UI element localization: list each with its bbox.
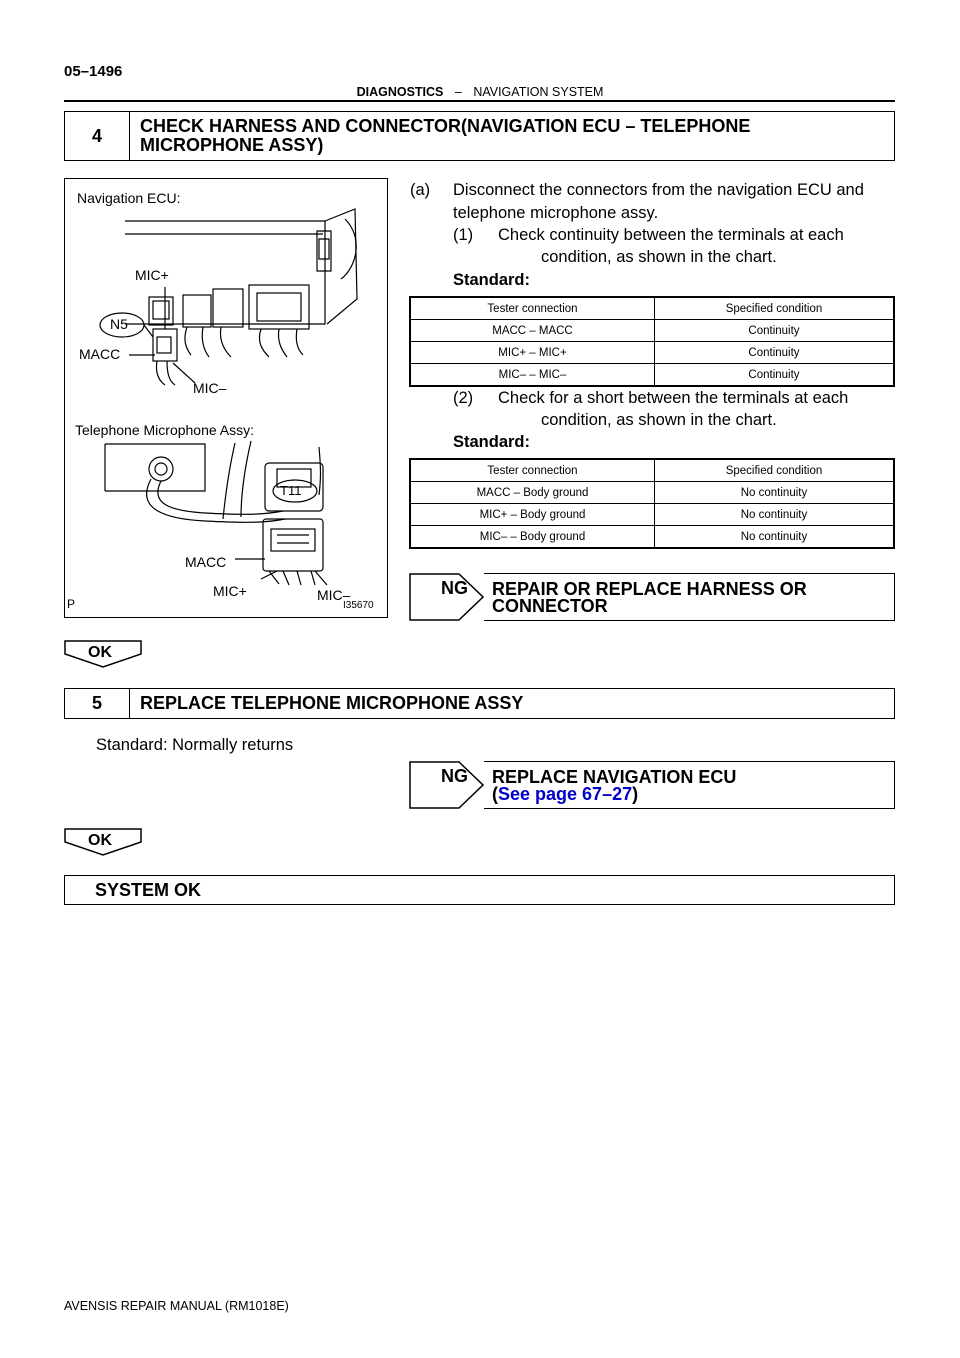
ng-result-2-text — [484, 761, 895, 809]
header-separator: – — [454, 85, 462, 99]
ok-badge-1 — [64, 640, 142, 668]
ng-result-2-line2 — [492, 786, 886, 803]
step-4-title-line2: MICROPHONE ASSY) — [140, 135, 324, 155]
macc-label-top: MACC — [79, 346, 121, 362]
ng-label-1: NG — [441, 578, 468, 598]
connector-illustration — [64, 178, 388, 618]
table-row — [410, 342, 894, 364]
mic-plus-label-top: MIC+ — [135, 267, 169, 283]
table-header-cell: Tester connection — [410, 297, 655, 320]
mic-minus-label-top: MIC– — [193, 380, 227, 396]
figure-corner-mark: P — [67, 597, 76, 611]
table-row — [410, 504, 894, 526]
ok-badge-2 — [64, 828, 142, 856]
table-cell: MIC+ – Body ground — [410, 504, 655, 526]
instruction-2-line2: condition, as shown in the chart. — [541, 411, 777, 429]
nav-ecu-label: Navigation ECU: — [77, 190, 181, 206]
system-ok-box — [64, 875, 895, 905]
connector-drawing — [65, 179, 386, 616]
ng-arrow-2 — [409, 761, 484, 809]
running-header — [0, 85, 960, 99]
step-5-title: REPLACE TELEPHONE MICROPHONE ASSY — [140, 693, 524, 713]
ng-result-1-line2: CONNECTOR — [492, 596, 608, 616]
table-cell: MIC– – Body ground — [410, 526, 655, 549]
table-row — [410, 320, 894, 342]
step-4-title — [130, 112, 750, 160]
table-cell: MIC– – MIC– — [410, 364, 655, 387]
ng-result-1-text — [484, 573, 895, 621]
step-5-number: 5 — [65, 689, 130, 718]
table-cell: MIC+ – MIC+ — [410, 342, 655, 364]
macc-label-bottom: MACC — [185, 554, 227, 570]
step-4-box — [64, 111, 895, 161]
table-header-cell: Specified condition — [655, 297, 895, 320]
ng-result-2 — [409, 761, 895, 809]
ng-result-2-line1: REPLACE NAVIGATION ECU — [492, 767, 737, 787]
header-rule — [64, 100, 895, 102]
ng-arrow-1 — [409, 573, 484, 621]
telephone-mic-label: Telephone Microphone Assy: — [75, 422, 254, 438]
table-header-cell: Specified condition — [655, 459, 895, 482]
ng-result-2-paren-close: ) — [632, 784, 639, 804]
mic-plus-label-bottom: MIC+ — [213, 583, 247, 599]
ng-result-2-paren-open: ( — [492, 784, 498, 804]
ng-label-2: NG — [441, 766, 468, 786]
table-cell: Continuity — [655, 342, 895, 364]
ng-result-1-line1: REPAIR OR REPLACE HARNESS OR — [492, 579, 807, 599]
instruction-a-marker: (a) — [410, 181, 431, 199]
n5-connector-label: N5 — [110, 316, 128, 332]
instruction-1-line2: condition, as shown in the chart. — [541, 248, 777, 266]
instruction-a-line1: Disconnect the connectors from the navigation ECU and — [453, 181, 864, 199]
instruction-a-line2: telephone microphone assy. — [453, 204, 659, 222]
header-section: DIAGNOSTICS — [356, 85, 444, 99]
instruction-1-line1: Check continuity between the terminals at each — [498, 226, 844, 244]
table-cell: Continuity — [655, 364, 895, 387]
table-cell: No continuity — [655, 482, 895, 504]
table-header-cell: Tester connection — [410, 459, 655, 482]
ng-result-1 — [409, 573, 895, 621]
table-row — [410, 526, 894, 549]
figure-id: I35670 — [343, 600, 374, 611]
mic-minus-label-bottom: MIC– — [317, 587, 351, 603]
header-subsection: NAVIGATION SYSTEM — [473, 85, 604, 99]
ok-label-2: OK — [88, 832, 112, 849]
footer-manual-title: AVENSIS REPAIR MANUAL (RM1018E) — [64, 1299, 289, 1313]
page-number: 05–1496 — [64, 63, 123, 80]
table-row — [410, 482, 894, 504]
instruction-2-marker: (2) — [453, 389, 474, 407]
see-page-link[interactable]: See page 67–27 — [498, 784, 633, 804]
system-ok-label: SYSTEM OK — [95, 879, 202, 900]
table-cell: No continuity — [655, 526, 895, 549]
table-cell: No continuity — [655, 504, 895, 526]
table-row — [410, 459, 894, 482]
step-4-number: 4 — [65, 112, 130, 160]
table-row — [410, 297, 894, 320]
ok-label-1: OK — [88, 644, 112, 661]
instruction-2-line1: Check for a short between the terminals at each — [498, 389, 849, 407]
instruction-1-marker: (1) — [453, 226, 474, 244]
short-check-table — [409, 458, 895, 549]
continuity-table — [409, 296, 895, 387]
standard-label-1: Standard: — [453, 271, 531, 289]
step-4-title-line1: CHECK HARNESS AND CONNECTOR(NAVIGATION ECU – TELEPHONE — [140, 116, 751, 136]
table-row — [410, 364, 894, 387]
standard-label-2: Standard: — [453, 433, 531, 451]
t11-connector-label: T11 — [280, 483, 302, 498]
step-5-standard: Standard: Normally returns — [96, 736, 294, 754]
step-5-box — [64, 688, 895, 719]
table-cell: Continuity — [655, 320, 895, 342]
table-cell: MACC – MACC — [410, 320, 655, 342]
table-cell: MACC – Body ground — [410, 482, 655, 504]
